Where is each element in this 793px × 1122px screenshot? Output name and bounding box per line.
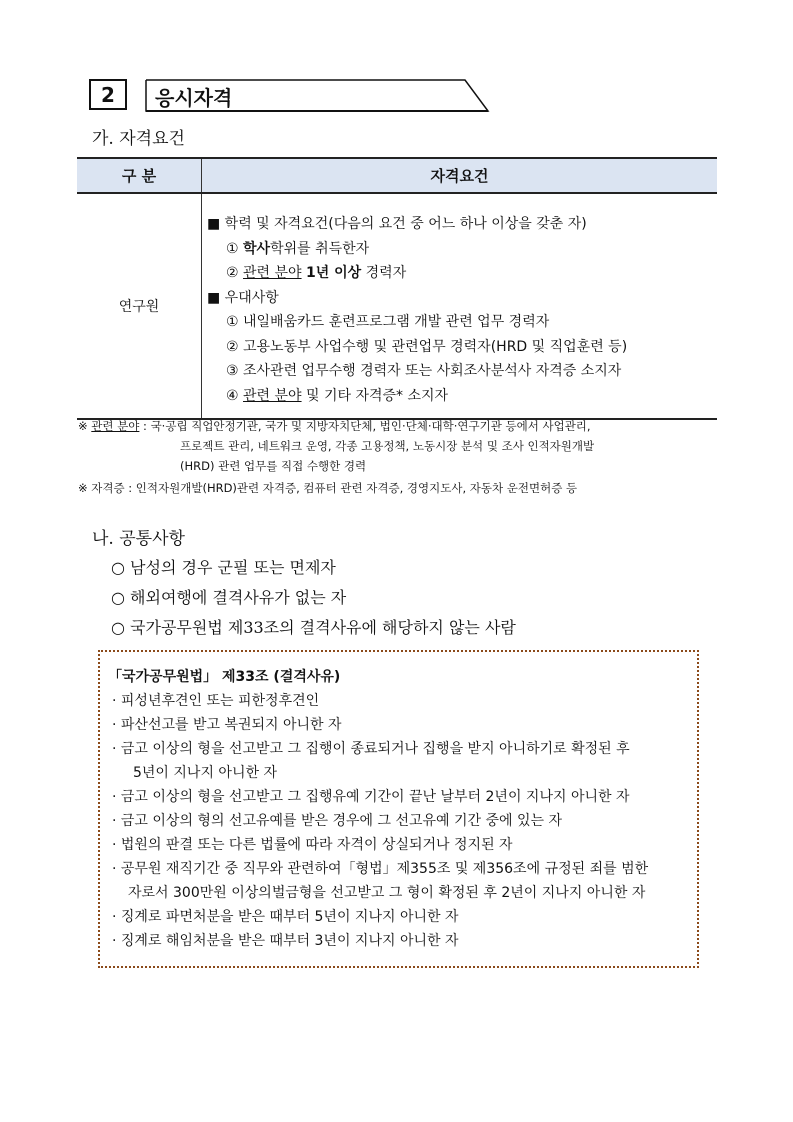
table-header-requirements: 자격요건 xyxy=(202,158,718,193)
section-title-box xyxy=(145,79,490,112)
section-number: 2 xyxy=(89,79,127,110)
law-item: · 금고 이상의 형을 선고받고 그 집행유예 기간이 끝난 날부터 2년이 지나지 아니한 자 xyxy=(112,789,630,805)
table-row xyxy=(77,193,717,419)
note-field-label: 관련 분야 xyxy=(91,419,140,433)
requirement-line: ■ 학력 및 자격요건(다음의 요건 중 어느 하나 이상을 갖춘 자) xyxy=(207,216,587,232)
requirement-degree: ① 학사학위를 취득한자 xyxy=(226,240,370,257)
law-item: · 금고 이상의 형을 선고받고 그 집행이 종료되거나 집행을 받지 아니하기로 확정된 후 xyxy=(112,741,630,757)
requirement-cert: ④ 관련 분야 및 기타 자격증* 소지자 xyxy=(226,387,449,404)
table-header-category: 구 분 xyxy=(77,158,202,193)
common-item: ○ 국가공무원법 제33조의 결격사유에 해당하지 않는 사람 xyxy=(111,618,516,637)
common-item: ○ 남성의 경우 군필 또는 면제자 xyxy=(111,558,336,577)
row-label: 연구원 xyxy=(77,193,202,419)
table-header-row xyxy=(77,158,717,193)
law-item: · 피성년후견인 또는 피한정후견인 xyxy=(112,693,320,709)
emphasis-text: 관련 분야 xyxy=(243,265,302,281)
requirement-line: ③ 조사관련 업무수행 경력자 또는 사회조사분석사 자격증 소지자 xyxy=(226,363,622,379)
requirement-line: ■ 우대사항 xyxy=(207,289,279,306)
note-field-text: : 국·공립 직업안정기관, 국가 및 지방자치단체, 법인·단체·대학·연구기관 등에서 사업관리, xyxy=(143,419,591,433)
note-field-line2: 프로젝트 관리, 네트워크 운영, 각종 고용정책, 노동시장 분석 및 조사 인적자원개발 xyxy=(180,439,595,453)
disqualification-box xyxy=(98,650,699,968)
law-item: · 징계로 파면처분을 받은 때부터 5년이 지나지 아니한 자 xyxy=(112,909,459,925)
note-mark: ※ xyxy=(78,419,88,433)
requirement-line: ① 내일배움카드 훈련프로그램 개발 관련 업무 경력자 xyxy=(226,314,550,330)
emphasis-text: 관련 분야 xyxy=(243,387,302,404)
requirement-experience: ② 관련 분야 1년 이상 경력자 xyxy=(226,265,407,281)
note-field-line1 xyxy=(78,418,591,434)
emphasis-text: 학사 xyxy=(243,240,271,257)
law-item: · 금고 이상의 형의 선고유예를 받은 경우에 그 선고유예 기간 중에 있는 자 xyxy=(112,813,563,829)
note-cert-line: ※ 자격증 : 인적자원개발(HRD)관련 자격증, 컴퓨터 관련 자격증, 경영지도사, 자동차 운전면허증 등 xyxy=(78,481,578,495)
qualification-table xyxy=(77,157,717,420)
requirement-line: ② 고용노동부 사업수행 및 관련업무 경력자(HRD 및 직업훈련 등) xyxy=(226,338,628,355)
law-box-title: 「국가공무원법」 제33조 (결격사유) xyxy=(108,669,341,685)
emphasis-text: 1년 이상 xyxy=(306,265,362,281)
law-item: · 공무원 재직기간 중 직무와 관련하여「형법」제355조 및 제356조에 규정된 죄를 범한 xyxy=(112,861,649,877)
note-field-line3: (HRD) 관련 업무를 직접 수행한 경력 xyxy=(180,459,367,473)
common-item: ○ 해외여행에 결격사유가 없는 자 xyxy=(111,588,347,607)
law-item-cont: 5년이 지나지 아니한 자 xyxy=(133,765,277,781)
subsection-a-heading: 가. 자격요건 xyxy=(92,129,185,149)
law-item: · 징계로 해임처분을 받은 때부터 3년이 지나지 아니한 자 xyxy=(112,933,459,949)
law-item-cont: 자로서 300만원 이상의벌금형을 선고받고 그 형이 확정된 후 2년이 지나지 아니한 자 xyxy=(128,885,646,901)
section-title: 응시자격 xyxy=(155,86,233,110)
subsection-b-heading: 나. 공통사항 xyxy=(92,529,185,549)
law-item: · 파산선고를 받고 복권되지 아니한 자 xyxy=(112,717,342,733)
requirements-cell xyxy=(202,193,718,419)
law-item: · 법원의 판결 또는 다른 법률에 따라 자격이 상실되거나 정지된 자 xyxy=(112,837,513,853)
